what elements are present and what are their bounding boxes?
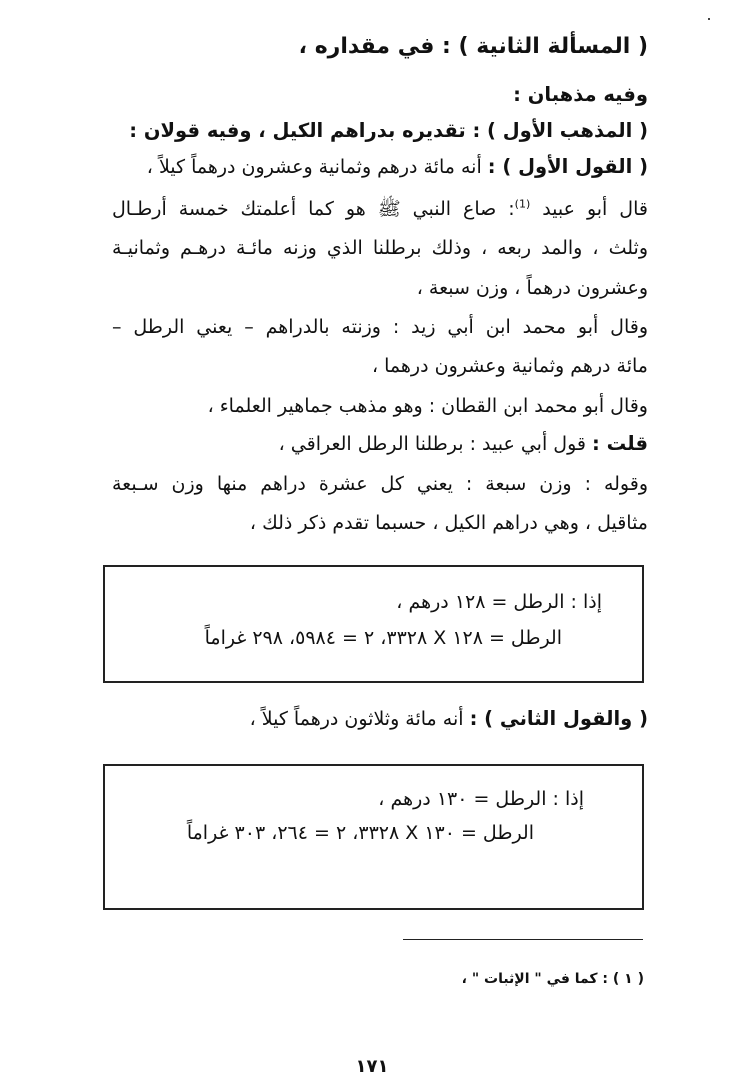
box2-line-1: إذا : الرطل = ١٣٠ درهم ، xyxy=(378,788,584,810)
first-saying-text: أنه مائة درهم وثمانية وعشرون درهماً كيلاً ، xyxy=(146,156,488,178)
paragraph-line-2: ( المذهب الأول ) : تقديره بدراهم الكيل ، وفيه قولان : xyxy=(129,119,648,142)
first-saying-label: ( القول الأول ) : xyxy=(487,155,648,178)
paragraph-line-11: وقوله : وزن سبعة : يعني كل عشرة دراهم منها وزن سـبعة xyxy=(112,473,648,495)
second-saying-line xyxy=(112,706,648,732)
section-heading: ( المسألة الثانية ) : في مقداره ، xyxy=(298,34,648,59)
calculation-box-2 xyxy=(103,764,644,910)
second-saying-label: ( والقول الثاني ) : xyxy=(469,707,648,730)
footnote-ref[interactable]: (1) xyxy=(514,197,531,211)
paragraph-line-3 xyxy=(112,154,648,180)
second-saying-text: أنه مائة وثلاثون درهماً كيلاً ، xyxy=(249,708,470,730)
box1-line-1: إذا : الرطل = ١٢٨ درهم ، xyxy=(396,591,602,613)
footnote-separator xyxy=(403,939,643,940)
box2-line-2: الرطل = ١٣٠ X ٣٣٢٨، ٢ = ٢٦٤، ٣٠٣ غراماً xyxy=(186,822,534,844)
paragraph-line-10 xyxy=(112,431,648,457)
qultu-label: قلت : xyxy=(592,432,648,455)
box1-line-2: الرطل = ١٢٨ X ٣٣٢٨، ٢ = ٥٩٨٤، ٢٩٨ غراماً xyxy=(204,627,562,649)
paragraph-line-8: مائة درهم وثمانية وعشرون درهما ، xyxy=(371,355,648,377)
abu-ubaid-intro: قال أبو عبيد xyxy=(530,198,648,220)
page-number: ١٧١ xyxy=(355,1056,389,1077)
calculation-box-1 xyxy=(103,565,644,683)
paragraph-line-7: وقال أبو محمد ابن أبي زيد : وزنته بالدراهم – يعني الرطل – xyxy=(112,316,648,338)
qultu-text: قول أبي عبيد : برطلنا الرطل العراقي ، xyxy=(278,433,593,455)
abu-ubaid-quote: : صاع النبي ﷺ هو كما أعلمتك خمسة أرطـال xyxy=(112,198,515,220)
paragraph-line-4 xyxy=(112,196,648,222)
paragraph-line-9: وقال أبو محمد ابن القطان : وهو مذهب جماهير العلماء ، xyxy=(207,395,648,417)
paragraph-line-12: مثاقيل ، وهي دراهم الكيل ، حسبما تقدم ذكر ذلك ، xyxy=(249,512,648,534)
footnote: ( ١ ) : كما في " الإثبات " ، xyxy=(461,971,644,987)
paragraph-line-6: وعشرون درهماً ، وزن سبعة ، xyxy=(416,277,648,299)
scan-speck xyxy=(708,18,710,20)
paragraph-line-5: وثلث ، والمد ربعه ، وذلك برطلنا الذي وزنه مائـة درهـم وثمانيـة xyxy=(112,237,648,259)
paragraph-line-1: وفيه مذهبان : xyxy=(513,83,648,106)
